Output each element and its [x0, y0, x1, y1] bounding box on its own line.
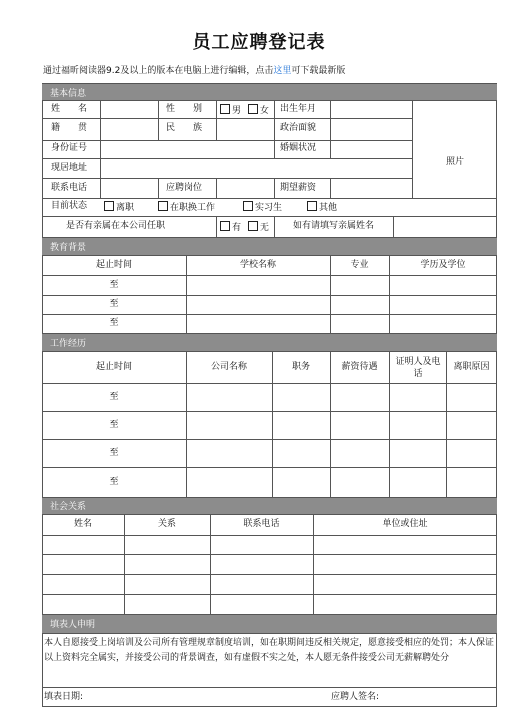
label-address: 现居地址: [51, 163, 88, 173]
status-option-employed: 在职换工作: [158, 201, 215, 214]
work-col-reference: 证明人及电话: [395, 357, 441, 379]
relative-yes-checkbox[interactable]: [220, 221, 230, 231]
label-position: 应聘岗位: [166, 183, 203, 193]
form-title: 员工应聘登记表: [192, 32, 326, 53]
gender-options: [220, 104, 269, 117]
label-phone: 联系电话: [51, 183, 88, 193]
intern-checkbox[interactable]: [243, 201, 253, 211]
employed-checkbox[interactable]: [158, 201, 168, 211]
notice-prefix: 通过福昕阅读器9.2及以上的版本在电脑上进行编辑，点击: [43, 66, 274, 76]
label-relative-name: 如有请填写亲属姓名: [293, 221, 375, 231]
label-ethnicity: 民 族: [166, 123, 203, 133]
work-row-to: 至: [109, 392, 119, 402]
photo-placeholder[interactable]: 照片: [446, 157, 465, 167]
section-work-experience: 工作经历: [42, 333, 497, 351]
label-origin: 籍 贯: [51, 123, 88, 133]
edu-row-to: 至: [109, 299, 119, 309]
work-col-salary: 薪资待遇: [341, 362, 378, 372]
section-declaration: 填表人申明: [42, 614, 497, 633]
male-checkbox[interactable]: [220, 104, 230, 114]
work-col-title: 职务: [291, 362, 310, 372]
label-current-status: 目前状态: [51, 201, 88, 211]
edu-col-degree: 学历及学位: [420, 260, 466, 270]
edu-row-to: 至: [109, 280, 119, 290]
applicant-signature-label: 应聘人签名:: [331, 692, 380, 702]
status-option-resigned: 离职: [104, 201, 134, 214]
label-relative-question: 是否有亲属在本公司任职: [66, 221, 166, 231]
female-label: 女: [259, 106, 269, 116]
label-marital-status: 婚姻状况: [280, 143, 317, 153]
relative-no-checkbox[interactable]: [248, 221, 258, 231]
label-political-status: 政治面貌: [280, 123, 317, 133]
section-social-relations: 社会关系: [42, 497, 497, 514]
edu-col-major: 专业: [350, 260, 369, 270]
fill-date-label: 填表日期:: [44, 692, 84, 702]
relative-options: 有 无: [220, 221, 269, 234]
section-basic-info: 基本信息: [42, 84, 497, 100]
male-label: 男: [232, 106, 242, 116]
edu-row-to: 至: [109, 318, 119, 328]
edu-col-period: 起止时间: [95, 260, 132, 270]
label-expected-salary: 期望薪资: [280, 183, 317, 193]
status-option-other: 其他: [307, 201, 337, 214]
work-row-to: 至: [109, 477, 119, 487]
social-col-relation: 关系: [157, 519, 176, 529]
work-row-to: 至: [109, 420, 119, 430]
notice-suffix: 可下载最新版: [291, 66, 346, 76]
download-notice: [43, 63, 345, 76]
resigned-checkbox[interactable]: [104, 201, 114, 211]
label-gender: 性 别: [166, 104, 203, 114]
female-checkbox[interactable]: [248, 104, 258, 114]
label-birth-date: 出生年月: [280, 104, 317, 114]
work-col-period: 起止时间: [95, 362, 132, 372]
work-col-company: 公司名称: [210, 362, 247, 372]
status-option-intern: 实习生: [243, 201, 282, 214]
declaration-text: 本人自愿接受上岗培训及公司所有管理规章制度培训，如在职期间违反相关规定，愿意接受相应的处罚；本人保证以上资料完全属实，并接受公司的背景调查，如有虚假不实之处，本人愿无条件接受公司无薪解聘处分: [44, 638, 495, 663]
label-name: 姓 名: [51, 104, 88, 114]
social-col-address: 单位或住址: [382, 519, 428, 529]
download-link[interactable]: 这里: [273, 66, 292, 76]
social-col-name: 姓名: [73, 519, 92, 529]
other-checkbox[interactable]: [307, 201, 317, 211]
edu-col-school: 学校名称: [239, 260, 276, 270]
work-row-to: 至: [109, 448, 119, 458]
work-col-leave-reason: 离职原因: [453, 362, 490, 372]
social-col-phone: 联系电话: [243, 519, 280, 529]
section-education: 教育背景: [42, 237, 497, 255]
label-id-number: 身份证号: [51, 143, 88, 153]
